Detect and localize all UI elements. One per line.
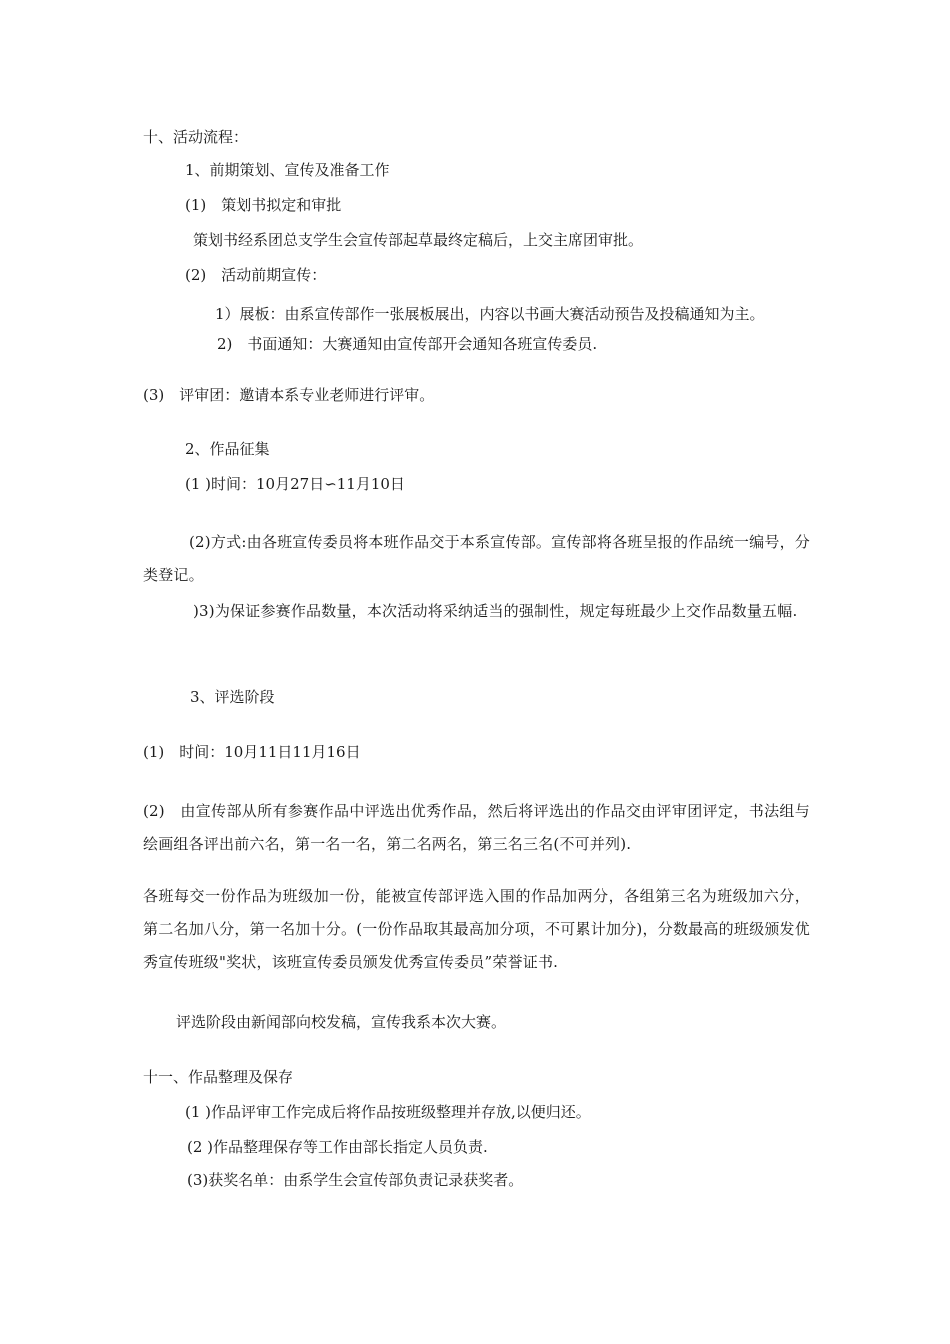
item-11-2: (2 )作品整理保存等工作由部长指定人员负责. bbox=[187, 1138, 488, 1156]
item-11-3: (3)获奖名单：由系学生会宣传部负责记录获奖者。 bbox=[187, 1171, 524, 1189]
item-3-1: (1) 时间：10月11日11月16日 bbox=[143, 743, 361, 761]
item-2-1: (1 )时间：10月27日∽11月10日 bbox=[185, 475, 405, 493]
item-3-2: (2) 由宣传部从所有参赛作品中评选出优秀作品，然后将评选出的作品交由评审团评定，书法组与绘画组各评出前六名，第一名一名，第二名两名，第三名三名(不可并列). bbox=[143, 802, 810, 853]
item-1-1-text: 策划书经系团总支学生会宣传部起草最终定稿后，上交主席团审批。 bbox=[193, 231, 644, 249]
subsection-2-heading: 2、作品征集 bbox=[185, 440, 270, 458]
item-1-2-b: 2) 书面通知：大赛通知由宣传部开会通知各班宣传委员. bbox=[217, 335, 598, 353]
item-2-2: (2)方式:由各班宣传委员将本班作品交于本系宣传部。宣传部将各班呈报的作品统一编号，分类登记。 bbox=[143, 533, 810, 584]
section-11-title: 十一、作品整理及保存 bbox=[143, 1068, 294, 1086]
item-11-1: (1 )作品评审工作完成后将作品按班级整理并存放,以便归还。 bbox=[185, 1103, 591, 1121]
subsection-3-heading: 3、评选阶段 bbox=[190, 688, 275, 706]
item-1-2-heading: (2) 活动前期宣传： bbox=[185, 266, 327, 284]
subsection-1-heading: 1、前期策划、宣传及准备工作 bbox=[185, 161, 390, 179]
news-release-paragraph: 评选阶段由新闻部向校发稿，宣传我系本次大赛。 bbox=[176, 1013, 507, 1031]
item-2-3: )3)为保证参赛作品数量，本次活动将采纳适当的强制性，规定每班最少上交作品数量五幅. bbox=[193, 602, 798, 620]
item-1-2-a: 1）展板：由系宣传部作一张展板展出，内容以书画大赛活动预告及投稿通知为主。 bbox=[215, 305, 765, 323]
scoring-rules-paragraph: 各班每交一份作品为班级加一份，能被宣传部评选入围的作品加两分，各组第三名为班级加六分，第二名加八分，第一名加十分。(一份作品取其最高加分项，不可累计加分)，分数最高的班级颁发优秀宣传班级"奖状，该班宣传委员颁发优秀宣传委员”荣誉证书. bbox=[143, 887, 810, 971]
item-1-1-heading: (1) 策划书拟定和审批 bbox=[185, 196, 342, 214]
section-10-title: 十、活动流程： bbox=[143, 128, 249, 146]
item-1-3: (3) 评审团：邀请本系专业老师进行评审。 bbox=[143, 386, 435, 404]
